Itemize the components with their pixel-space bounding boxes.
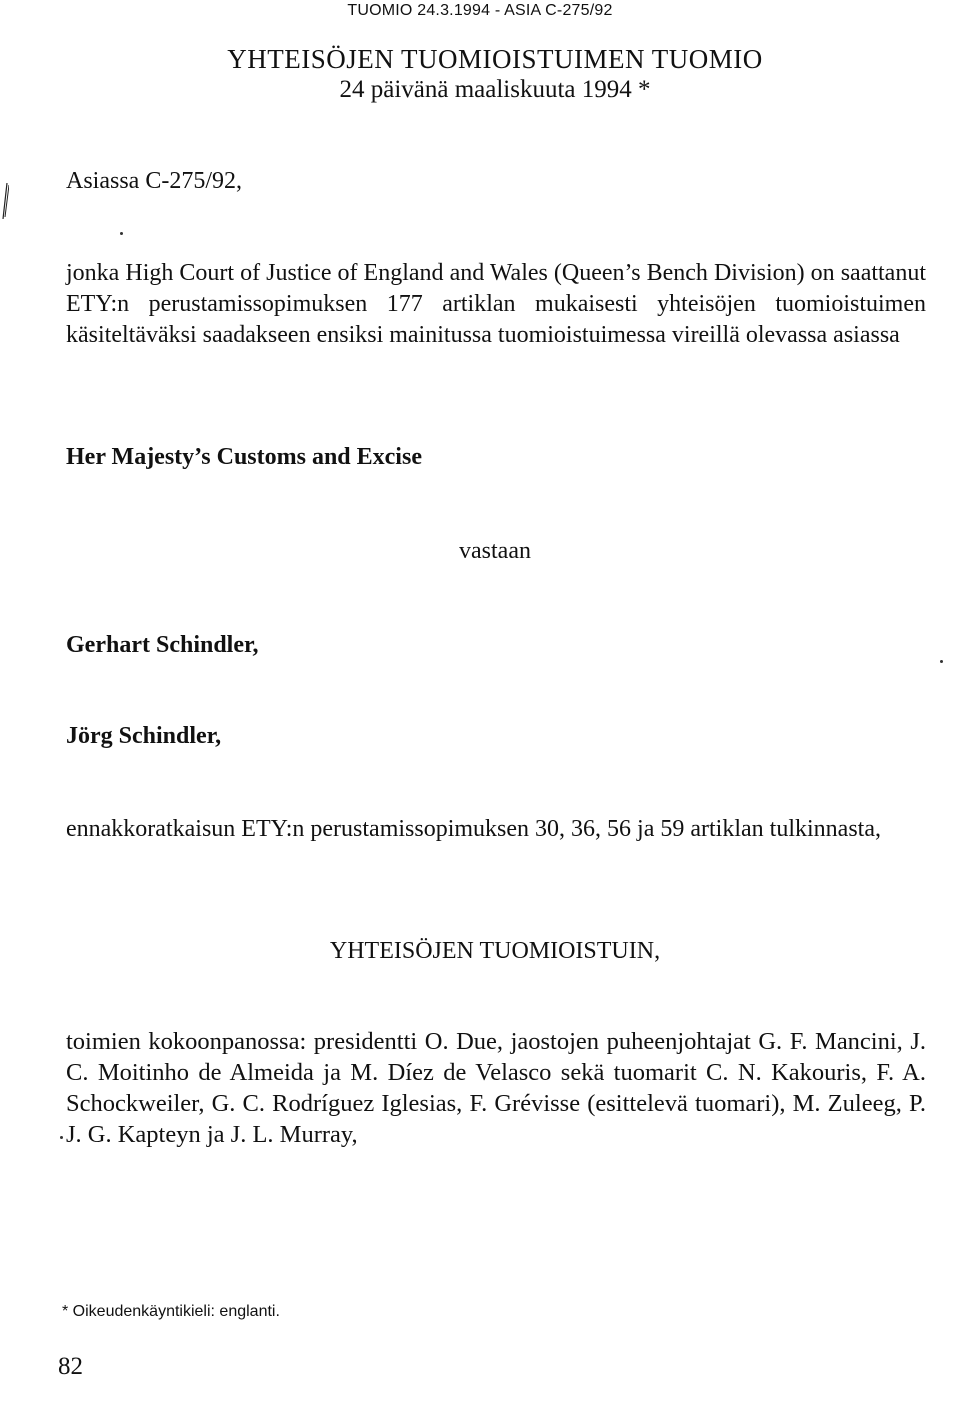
defendant-party-2: Jörg Schindler,	[66, 723, 222, 749]
margin-scan-mark	[1, 183, 9, 219]
scan-speck	[940, 660, 943, 663]
subject-paragraph: ennakkoratkaisun ETY:n perustamissopimuksen 30, 36, 56 ja 59 artiklan tulkinnasta,	[66, 816, 881, 842]
composition-paragraph: toimien kokoonpanossa: presidentti O. Due, jaostojen puheenjohtajat G. F. Mancini, J. C. Moitinho de Almeida ja M. Díez de Velasco sekä tuomarit C. N. Kakouris, F. A. Schockweiler, G. C. Rodríguez Iglesias, F. Grévisse (esittelevä tuomari), M. Zuleeg, P. J. G. Kapteyn ja J. L. Murray,	[66, 1028, 926, 1148]
footnote: * Oikeudenkäyntikieli: englanti.	[62, 1303, 280, 1320]
scan-speck	[120, 232, 123, 235]
defendant-party-1: Gerhart Schindler,	[66, 632, 259, 658]
judgment-date: 24 päivänä maaliskuuta 1994 *	[339, 76, 651, 103]
versus-label: vastaan	[459, 538, 531, 564]
plaintiff-party: Her Majesty’s Customs and Excise	[66, 444, 422, 470]
judgment-title: YHTEISÖJEN TUOMIOISTUIMEN TUOMIO	[227, 44, 763, 74]
scan-speck	[60, 1136, 63, 1139]
intro-paragraph: jonka High Court of Justice of England and Wales (Queen’s Bench Division) on saattanut ETY:n perustamissopimuksen 177 artiklan mukaisesti yhteisöjen tuomioistuimen käsiteltäväksi saadakseen ensiksi mainitussa tuomioistuimessa vireillä olevassa asiassa	[66, 260, 926, 348]
running-header: TUOMIO 24.3.1994 - ASIA C-275/92	[347, 2, 613, 19]
court-heading: YHTEISÖJEN TUOMIOISTUIN,	[329, 938, 661, 964]
page-number: 82	[58, 1353, 83, 1380]
case-reference: Asiassa C-275/92,	[66, 168, 242, 194]
